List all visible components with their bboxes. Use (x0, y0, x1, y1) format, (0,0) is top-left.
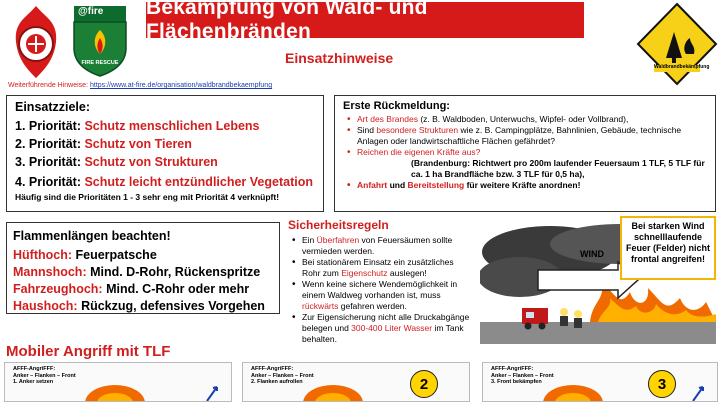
step-number-3: 3 (648, 370, 676, 398)
further-info-link[interactable]: https://www.at-fire.de/organisation/waldbrandbekaempfung (89, 82, 273, 89)
rueckmeldung-item: • Reichen die eigenen Kräfte aus? (357, 147, 707, 158)
sicherheit-item: • Zur Eigensicherung nicht alle Druckabgänge belegen und 300-400 Liter Wasser im Tank behalten. (302, 312, 474, 345)
sicherheit-item: • Wenn keine sichere Wendemöglichkeit in einem Waldweg vorhanden ist, muss rückwärts gefahren werden. (302, 279, 474, 312)
waldbrand-warning-sign (636, 2, 718, 86)
priority-row: 1. Priorität: Schutz menschlichen Lebens (15, 119, 260, 133)
further-info-label: Weiterführende Hinweise: (8, 82, 89, 89)
card-line: 3. Front bekämpfen (491, 379, 542, 385)
rueckmeldung-item: • Art des Brandes (z. B. Waldboden, Unterwuchs, Wipfel- oder Vollbrand), (357, 114, 707, 125)
einsatzziele-box (6, 95, 324, 212)
page-subtitle: Einsatzhinweise (285, 50, 394, 66)
sicherheit-heading: Sicherheitsregeln (288, 218, 389, 232)
card-line: Anker – Flanken – Front (491, 372, 554, 379)
rueckmeldung-heading: Erste Rückmeldung: (343, 100, 450, 112)
wind-label: WIND (580, 249, 604, 259)
attack-card-3 (482, 362, 718, 402)
priority-row: 3. Priorität: Schutz von Strukturen (15, 155, 218, 169)
feuerwehr-emblem-logo (6, 4, 66, 80)
at-fire-logo-text: @fire (78, 6, 104, 17)
card-line: Anker – Flanken – Front (251, 372, 314, 379)
priority-row: 4. Priorität: Schutz leicht entzündlicher Vegetation (15, 175, 313, 189)
sicherheit-item: • Bei stationärem Einsatz ein zusätzliches Rohr zum Eigenschutz auslegen! (302, 257, 474, 279)
flammen-row: Mannshoch: Mind. D-Rohr, Rückenspritze (13, 265, 261, 279)
card-line: AFFF-AngriFFF: (13, 366, 56, 372)
einsatzziele-heading: Einsatzziele: (15, 100, 91, 114)
attack-card-1 (4, 362, 232, 402)
rueckmeldung-item: • Anfahrt und Bereitstellung für weitere Kräfte anordnen! (357, 180, 707, 191)
rueckmeldung-box (334, 95, 716, 212)
card-line: 2. Flanken aufrollen (251, 379, 303, 385)
card-line: 1. Anker setzen (13, 379, 54, 385)
mobile-heading: Mobiler Angriff mit TLF (6, 343, 171, 360)
waldbrand-sign-label: Waldbrandbekämpfung (654, 64, 710, 70)
rueckmeldung-brandenburg-note: (Brandenburg: Richtwert pro 200m laufender Feuersaum 1 TLF, 5 TLF für ca. 1 ha Brandfläche bzw. 3 TLF für 0,5 ha), (411, 158, 705, 179)
card-line: Anker – Flanken – Front (13, 372, 76, 379)
priority-row: 2. Priorität: Schutz von Tieren (15, 137, 192, 151)
priority-note: Häufig sind die Prioritäten 1 - 3 sehr eng mit Priorität 4 verknüpft! (15, 192, 280, 202)
step-number-2: 2 (410, 370, 438, 398)
card-line: AFFF-AngriFFF: (491, 366, 534, 372)
warning-box: Bei starken Wind schnelllaufende Feuer (Felder) nicht frontal angreifen! (620, 216, 716, 280)
at-fire-logo (72, 4, 128, 78)
flammen-row: Hüfthoch: Feuerpatsche (13, 248, 157, 262)
further-info-line (8, 82, 272, 89)
flammen-row: Fahrzeughoch: Mind. C-Rohr oder mehr (13, 282, 250, 296)
flammen-box (6, 222, 280, 314)
sicherheit-item: • Ein Überfahren von Feuersäumen sollte vermieden werden. (302, 235, 474, 257)
rueckmeldung-item: • Sind besondere Strukturen wie z. B. Campingplätze, Bahnlinien, Gebäude, technische Anlagen oder landwirtschaftliche Flächen gefährdet? (357, 125, 707, 147)
flammen-row: Haushoch: Rückzug, defensives Vorgehen (13, 299, 265, 313)
card-line: AFFF-AngriFFF: (251, 366, 294, 372)
sicherheit-section (284, 218, 474, 345)
fire-rescue-text: FIRE RESCUE (81, 60, 119, 66)
page-title: Bekämpfung von Wald- und Flächenbränden (146, 2, 584, 38)
flammen-heading: Flammenlängen beachten! (13, 229, 171, 243)
